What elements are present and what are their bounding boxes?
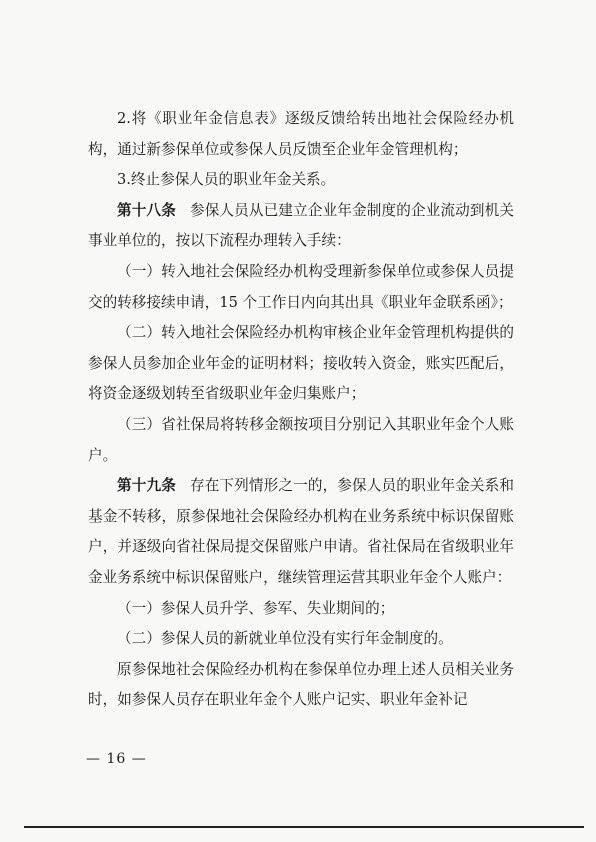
article-19-text: 存在下列情形之一的，参保人员的职业年金关系和基金不转移，原参保地社会保险经办机构在业务系统中标识保留账户，并逐级向省社保局提交保留账户申请。省社保局在省级职业年金业务系统中标识保留账户，继续管理运营其职业年金个人账户：	[88, 477, 514, 586]
article-18-item-2	[88, 318, 514, 410]
paragraph-text: （二）转入地社会保险经办机构审核企业年金管理机构提供的参保人员参加企业年金的证明材料；接收转入资金，账实匹配后，将资金逐级划转至省级职业年金归集账户；	[88, 324, 514, 403]
paragraph-text: （三）省社保局将转移金额按项目分别记入其职业年金个人账户。	[88, 415, 514, 464]
paragraph-terminate-item-3	[88, 165, 514, 196]
paragraph-feedback-item-2	[88, 104, 514, 165]
article-18-text: 参保人员从已建立企业年金制度的企业流动到机关事业单位的，按以下流程办理转入手续：	[88, 201, 514, 250]
page-number: — 16 —	[86, 751, 147, 767]
paragraph-text: 2.将《职业年金信息表》逐级反馈给转出地社会保险经办机构，通过新参保单位或参保人员反馈至企业年金管理机构；	[88, 110, 514, 158]
article-19-item-2	[88, 624, 514, 655]
article-18-item-1	[88, 257, 514, 318]
document-body	[88, 104, 514, 716]
paragraph-text: （一）转入地社会保险经办机构受理新参保单位或参保人员提交的转移接续申请，15 个工作日内向其出具《职业年金联系函》；	[88, 262, 514, 311]
paragraph-text: 3.终止参保人员的职业年金关系。	[117, 171, 336, 189]
article-18-title: 第十八条	[117, 201, 176, 219]
paragraph-original-insured-location	[88, 655, 514, 716]
paragraph-text: （二）参保人员的新就业单位没有实行年金制度的。	[117, 630, 453, 648]
article-18-item-3	[88, 410, 514, 471]
bottom-divider	[24, 826, 584, 828]
article-19-item-1	[88, 594, 514, 625]
article-19-title: 第十九条	[117, 477, 176, 495]
paragraph-text: 原参保地社会保险经办机构在参保单位办理上述人员相关业务时，如参保人员存在职业年金个人账户记实、职业年金补记	[88, 660, 514, 709]
article-19	[88, 471, 514, 593]
paragraph-text: （一）参保人员升学、参军、失业期间的；	[117, 599, 395, 617]
article-18	[88, 196, 514, 257]
